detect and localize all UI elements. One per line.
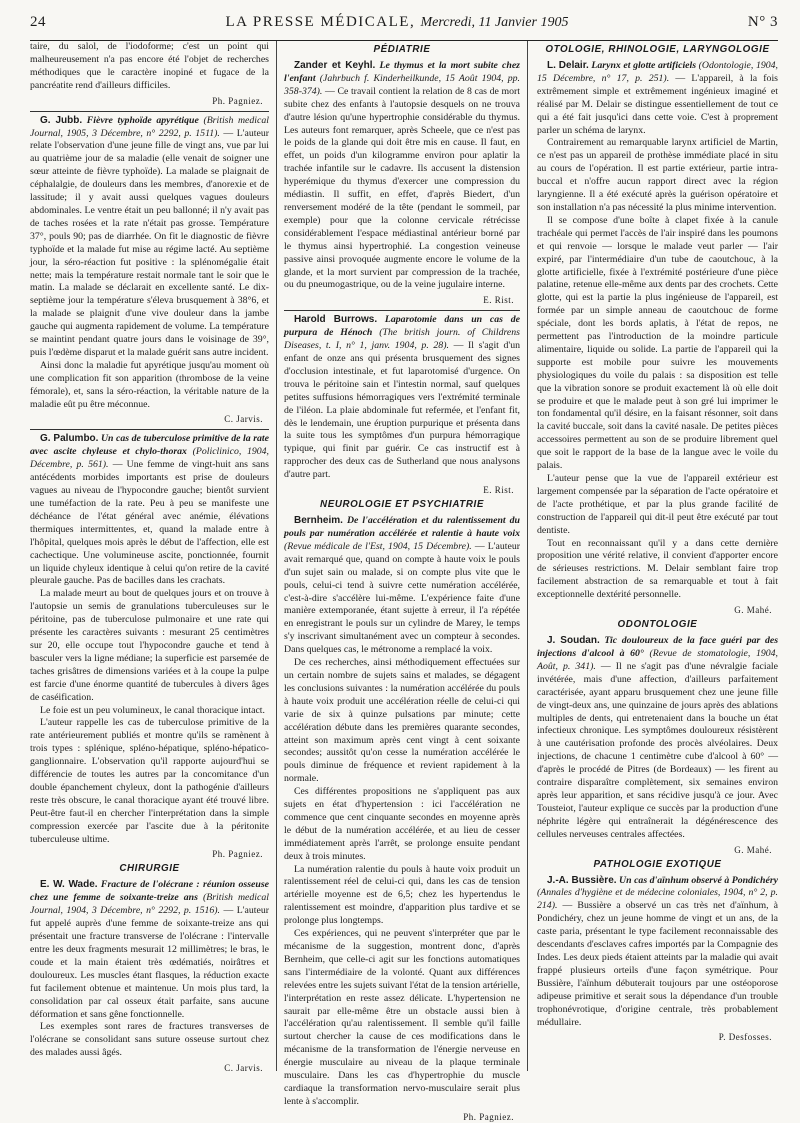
- column-middle: [276, 41, 528, 1122]
- separator: [284, 310, 520, 311]
- article-reference: (Policlinico, 1904, Décembre, p. 561).: [30, 446, 269, 471]
- article-author: Harold Burrows.: [294, 314, 378, 326]
- article-paragraph: La numération ralentie du pouls à haute voix produit un ralentissement réel de celui-ci qui, dans les cas de tension artérielle moyenne est de 6,5; chez les hypertendus le ralentissement est moindre, d'apparition plus tardive et se prolonge plus longtemps.: [284, 863, 520, 927]
- section-heading-chirurgie: CHIRURGIE: [119, 863, 180, 875]
- article-reference: (British medical Journal, 1905, 3 Décembre, n° 2292, p. 1511).: [30, 114, 269, 139]
- article-delair: [537, 60, 778, 137]
- article-paragraph: Le foie est un peu volumineux, le canal thoracique intact.: [40, 704, 265, 716]
- article-body: — Bussière a observé un cas très net d'aïnhum, à Pondichéry, chez un jeune homme de vingt et un ans, de la caste paria, présentant le type facilement reconnaissable des descendants d'esclaves cafres importés par la Compagnie des Indes. Les deux pieds étaient atteints par la maladie qui avait frappé plusieurs orteils d'une façon symétrique. Pour Bussière, l'aïnhum débuterait toujours par une ostéoporose adipeuse primitive et serait sous la dépendance d'un trouble trophonévrotique, d'origine centrale, très probablement médullaire.: [537, 900, 779, 1028]
- article-body: — L'auteur relate l'observation d'une jeune fille de vingt ans, vue par lui au quatrième jour de sa maladie (elle venait de soigner une sœur atteinte de fièvre typhoïde). La malade se plaignait de céphalalgie, de douleurs dans les membres, d'anorexie et de lassitude; il y avait aussi quelques vagues douleurs abdominales. Le ventre était un peu ballonné; il n'y avait pas de taches rosées et la rate n'était pas grosse. Température 37°, pouls 90; pas de diarrhée. On fit le diagnostic de fièvre typhoïde et la malade fut mise au régime lacté. Au septième jour, la séro-réaction fut positive : la splénomégalie était nette; mais la température restait normale tant le soir que le matin. La malade se déclarait en excellente santé. Le dix-septième jour la température s'éleva brusquement à 38°6, et la malade se plaignit d'une vive douleur dans la jambe gauche qui augmenta rapidement de volume. La température se maintint pendant quatre jours dans le voisinage de 39°, puis l'œdème disparut et la malade guérit sans autre incident.: [30, 127, 269, 358]
- article-paragraph: De ces recherches, ainsi méthodiquement effectuées sur un certain nombre de sujets sains et malades, se dégagent les conclusions suivantes : la numération accélérée du pouls à haute voix produit une accélération réelle de celui-ci qui varie de six à quinze pulsations par minute; cette accélération débute dans les premières quarante secondes, atteint son maximum après cent vingt à cent soixante secondes; aussitôt qu'on cesse la numération accélérée le pouls diminue de fréquence et revient rapidement à la normale.: [284, 657, 520, 785]
- article-author: E. W. Wade.: [40, 879, 98, 891]
- article-title: Un cas de tuberculose primitive de la rate avec ascite chyleuse et chylo-thorax: [30, 433, 269, 458]
- continued-fragment: taire, du salol, de l'iodoforme; c'est un point qui malheureusement n'a pas encore été l'objet de recherches méthodiques que le caractère inopiné et fugace de la pancréatite rend d'ailleurs difficiles.: [30, 41, 269, 91]
- article-author: Zander et Keyhl.: [294, 60, 376, 71]
- separator: [30, 111, 269, 112]
- article-title: Un cas d'aïnhum observé à Pondichéry: [619, 874, 778, 886]
- article-paragraph: Ces différentes propositions ne s'appliquent pas aux sujets en état d'hypertension : ici l'accélération ne commence que cent cinquante secondes en moyenne après le début de la numération accélérée, et au lieu de cesser immédiatement après l'arrêt, se prolonge ensuite pendant deux à trois minutes.: [284, 786, 520, 862]
- article-paragraph: Tout en reconnaissant qu'il y a dans cette dernière proposition une vérité relative, il convient d'apporter encore de sérieuses restrictions. M. Delair semblant faire trop facilement abstraction de sa remarquable et tout à fait exceptionnelle dextérité personnelle.: [537, 537, 778, 601]
- signature: G. Mahé.: [734, 844, 772, 855]
- article-title: Le thymus et la mort subite chez l'enfant: [284, 60, 520, 84]
- article-body: — L'auteur fut appelé auprès d'une femme de soixante-treize ans qui présentait une fracture transverse de l'olécrane : l'intervalle entre les deux fragments mesurait 12 millimètres; le bras, le coude et la main étaient très œdématiés, noirâtres et douloureux. Les muscles étant flasques, la réduction exacte fut facilement obtenue et maintenue. Un mois plus tard, la consolidation par cal osseux était parfaite, sans aucune déformation et sans gêne fonctionnelle.: [30, 905, 269, 1020]
- article-reference: (Annales d'hygiène et de médecine coloniales, 1904, n° 2, p. 214).: [537, 887, 778, 912]
- article-body: — L'auteur avait remarqué que, quand on compte à haute voix le pouls d'un sujet sain ou malade, si on compte plus vite que le pouls, celui-ci tend à suivre cette numération accélérée, c'est-à-dire s'accélère lui-même. L'expérience faite d'une manière extemporanée, étant sujette à erreur, il l'a répétée en enregistrant le pouls sur un cylindre de Marey, le temps s'y inscrivant simultanément avec un compteur à secondes. Dans quelques cas, le métronome a remplacé la voix.: [284, 540, 520, 656]
- article-zander: [284, 60, 520, 292]
- article-body: — Une femme de vingt-huit ans sans antécédents morbides importants est prise de douleurs vagues au niveau de l'hypocondre gauche; bientôt survient une tuméfaction de la rate. Peu à peu se manifeste une déchéance de l'état général avec anémie, élévations thermiques intermittentes, et, quand la malade entre à l'hôpital, quelques mois après le début de l'affection, elle est cachectique. Une volumineuse ascite, ponctionnée, fournit un liquide chyleux identique à celui qu'on retire de la cavité pleurale gauche. Pas de bacilles dans les crachats.: [30, 459, 269, 587]
- article-body: — L'appareil, à la fois extrêmement simple et extrêmement ingénieux imaginé et réalisé par M. Delair se distingue essentiellement de tout ce qui a été fait jusqu'ici dans cette voie. C'est à proprement parler un schéma de larynx.: [537, 72, 778, 136]
- article-paragraph: Il se compose d'une boîte à clapet fixée à la canule trachéale qui permet l'accès de l'air inspiré dans les poumons et qui renvoie — lorsque le malade veut parler — l'air expiré, par l'intermédiaire d'un tube de caoutchouc, à la glotte artificielle, fixée à l'extrémité postérieure d'une pièce palatine, retenue elle-même aux dents par des crochets. Cette glotte, qui est la partie la plus ingénieuse de l'appareil, est formée par un simple anneau de caoutchouc de forme spéciale, dont les bords aplatis, à l'état de repos, ne permettent pas l'introduction de la moindre particule alimentaire, liquide ou solide. La partie de l'appareil qui la supporte est mobile pour suivre les mouvements physiologiques du voile du palais : sa disposition est telle que la vibration sonore se produit exactement là où elle doit se produire et que le malade peut à son gré lui imprimer le ton fondamental qu'il désire, en la faisant résonner, soit dans la cavité buccale, soit dans la cavité nasale. De petites pièces accessoires permettent au son de se produire librement quel que soit le rapport de la base de la langue avec le voile du palais.: [537, 214, 778, 472]
- article-author: L. Delair.: [547, 60, 589, 71]
- page-header: [30, 14, 778, 36]
- article-author: G. Jubb.: [40, 114, 83, 126]
- signature: Ph. Pagniez.: [463, 1111, 514, 1122]
- section-heading-neurologie: NEUROLOGIE ET PSYCHIATRIE: [320, 499, 484, 511]
- article-author: J.-A. Bussière.: [547, 874, 617, 886]
- journal-name: LA PRESSE MÉDICALE,: [225, 14, 416, 30]
- section-heading-odontologie: ODONTOLOGIE: [617, 619, 698, 631]
- section-heading-pathologie: PATHOLOGIE EXOTIQUE: [593, 858, 722, 870]
- signature: C. Jarvis.: [224, 1063, 263, 1074]
- article-reference: (Revue de stomatologie, 1904, Août, p. 341).: [537, 647, 778, 672]
- article-reference: (Odontologie, 1904, 15 Décembre, n° 17, p. 251).: [537, 60, 778, 84]
- issue-number: N° 3: [747, 14, 778, 30]
- page-number: 24: [30, 14, 46, 30]
- article-reference: (Revue médicale de l'Est, 1904, 15 Décembre).: [284, 540, 472, 552]
- article-reference: (The british journ. of Childrens Diseases, t. I, n° 1, janv. 1904, p. 28).: [284, 327, 520, 352]
- article-title: Tic douloureux de la face guéri par des injections d'alcool à 60°: [537, 635, 779, 659]
- article-reference: (Jahrbuch f. Kinderheilkunde, 15 Août 1904, pp. 358-374).: [284, 72, 520, 97]
- article-author: G. Palumbo.: [40, 433, 99, 445]
- article-author: J. Soudan.: [547, 635, 600, 647]
- article-burrows: [284, 314, 520, 482]
- signature: C. Jarvis.: [224, 414, 263, 425]
- article-soudan: [537, 635, 778, 842]
- signature: G. Mahé.: [734, 605, 772, 616]
- columns: [30, 41, 779, 1122]
- article-reference: (British medical Journal, 1904, 3 Décembre, n° 2292, p. 1516).: [30, 892, 269, 917]
- article-paragraph: L'auteur pense que la vue de l'appareil extérieur est largement compensée par la séparation de l'acte opératoire et de l'acte prothétique, et par la plus grande facilité de construction de l'appareil qui dit-il peut être exécuté par tout dentiste.: [537, 473, 778, 536]
- article-title: Fièvre typhoïde apyrétique: [86, 114, 199, 126]
- article-wade: [30, 879, 269, 1021]
- article-body: — Il s'agit d'un enfant de onze ans qui présenta brusquement des signes d'occlusion intestinale, et fut laparotomisé d'urgence. On trouva le péritoine sain et l'intestin normal, sauf quelques petites suffusions hémorragiques vers l'extrémité terminale de l'iléon. La plaie abdominale fut refermée, et l'enfant fit, dès le lendemain, une éruption purpurique et présenta dans la suite tous les symptômes d'un purpura hémorragique typique, qui finit par guérir. Ce cas instructif est à rapprocher des deux cas de Sutherland que nous analysons d'autre part.: [284, 340, 520, 481]
- separator: [30, 429, 269, 430]
- signature: E. Rist.: [483, 295, 514, 306]
- article-paragraph: Les exemples sont rares de fractures transverses de l'olécrane se consolidant sans suture osseuse surtout chez des malades aussi âgés.: [30, 1021, 269, 1059]
- issue-date: Mercredi, 11 Janvier 1905: [420, 15, 569, 30]
- signature: Ph. Pagniez.: [212, 849, 263, 860]
- article-paragraph: Ces expériences, qui ne peuvent s'interpréter que par le mécanisme de la suggestion, montrent donc, d'après Bernheim, que celle-ci agit sur les fonctions automatiques sans l'intermédiaire de la volonté. Quant aux différences relevées entre les sujets suivant l'état de la tension artérielle, l'interprétation en reste assez délicate. L'hypertension ne saurait par elle-même être un obstacle aussi bien à l'accélération qu'au ralentissement. Il semble qu'il faille surtout chercher la cause de ces modifications dans le mécanisme de la transformation de l'énergie nerveuse en énergie musculaire au niveau de la plaque terminale musculaire. Dans les cas d'hypertrophie du muscle cardiaque la transformation nervo-musculaire serait plus lente à s'accomplir.: [284, 928, 520, 1107]
- article-paragraph: Contrairement au remarquable larynx artificiel de Martin, ce n'est pas un appareil de prothèse immédiate placé in situ au cours de l'opération. Il est partie extérieur, partie intra-buccal et n'offre aucun rapport direct avec la région laryngienne. Il a été exécuté après la guérison opératoire et son installation n'a pas nécessité la plus minime intervention.: [537, 137, 778, 213]
- article-title: Fracture de l'olécrane : réunion osseuse chez une femme de soixante-treize ans: [30, 879, 270, 904]
- article-body: — Ce travail contient la relation de 8 cas de mort subite chez des enfants à l'autopsie desquels on ne trouva d'autre lésion qu'une hypertrophie considérable du thymus. Les auteurs font remarquer, après Scheele, que ce n'est pas le poids de la glande qui doit être mis en cause. Il faut, en effet, un poids d'un kilogramme environ pour aplatir la trachée infantile sur le cadavre. Ils accusent la distension hyperémique du thymus d'exercer une compression du médiastin. Il suffit, en effet, d'après Biedert, d'un renversement modéré de la tête (pendant le sommeil, par exemple) pour que la colonne cervicale rétrécisse considérablement l'espace médiastinal antérieur borné par le thymus ainsi hypertrophié. La congestion veineuse passive ainsi provoquée augmente encore le volume de la glande, et la mort survient par compression de la trachée, ou du pneumogastrique, ou de la veine jugulaire interne.: [284, 85, 520, 291]
- journal-title: [225, 14, 568, 31]
- article-paragraph: La malade meurt au bout de quelques jours et on trouve à l'autopsie un semis de granulations tuberculeuses sur le péritoine, pas de tuberculose pulmonaire et une rate qui présente les caractères suivants : mesurant 25 centimètres sur 20, elle occupe tout l'hypocondre gauche et tend à basculer vers la ligne médiane; la superficie est parsemée de taches grisâtres de dimensions variées et à la coupe la pulpe est farcie d'une énorme quantité de tubercules à divers âges de caséification.: [30, 588, 269, 703]
- article-bernheim: [284, 515, 520, 657]
- article-jubb: [30, 115, 269, 360]
- article-title: De l'accélération et du ralentissement du pouls par numération accélérée et ralentie à haute voix: [284, 515, 520, 539]
- article-author: Bernheim.: [294, 515, 343, 527]
- column-right: [528, 41, 778, 1071]
- article-palumbo: [30, 433, 269, 588]
- signature: E. Rist.: [483, 485, 514, 496]
- article-paragraph: Ainsi donc la maladie fut apyrétique jusqu'au moment où une complication fit son apparition (thrombose de la veine fémorale), et, sans la séro-réaction, la véritable nature de la maladie eût pu être méconnue.: [30, 359, 269, 410]
- article-bussiere: [537, 875, 778, 1030]
- signature: Ph. Pagniez.: [212, 95, 263, 106]
- section-heading-otologie: OTOLOGIE, RHINOLOGIE, LARYNGOLOGIE: [545, 44, 770, 55]
- article-title: Larynx et glotte artificiels: [591, 60, 697, 71]
- article-title: Laparotomie dans un cas de purpura de Hénoch: [284, 314, 520, 339]
- article-body: — Il ne s'agit pas d'une névralgie faciale invétérée, mais d'une affection, d'ailleurs parfaitement caractérisée, ayant apparu brusquement chez une jeune fille de vingt-deux ans, une quinzaine de jours après des ablations multiples de dents, qui entretenaient dans la bouche un état infectieux chronique. Les symptômes douloureux résistèrent à une cautérisation profonde des procès alvéolaires. Deux injections, de chacune 1 centimètre cube d'alcool à 60° — d'après le procédé de Pitres (de Bordeaux) — les firent au contraire disparaître complètement, six semaines environ après leur apparition, et sans récidive jusqu'à ce jour. Avec Tousteiot, l'auteur explique ce succès par la production d'une néphrite légère qui entraînerait la dégénérescence des cellules nerveuses centrales affectées.: [537, 660, 779, 840]
- column-left: [30, 41, 276, 1074]
- article-paragraph: L'auteur rappelle les cas de tuberculose primitive de la rate antérieurement publiés et montre qu'ils se ramènent à trois types : splénique, spléno-hépatique, spléno-hépatico-ganglionnaire. L'observation qu'il rapporte aujourd'hui se différencie de toutes les autres par la concomitance d'un double épanchement chyleux, dont la pathogénie d'ailleurs reste très obscure, le canal thoracique ayant été trouvé libre. Peut-être faut-il en chercher l'interprétation dans la simple compression exercée par l'ascite due à la péritonite tuberculeuse ultime.: [30, 717, 269, 845]
- signature: P. Desfosses.: [718, 1032, 772, 1043]
- section-heading-pediatrie: PÉDIATRIE: [373, 44, 431, 55]
